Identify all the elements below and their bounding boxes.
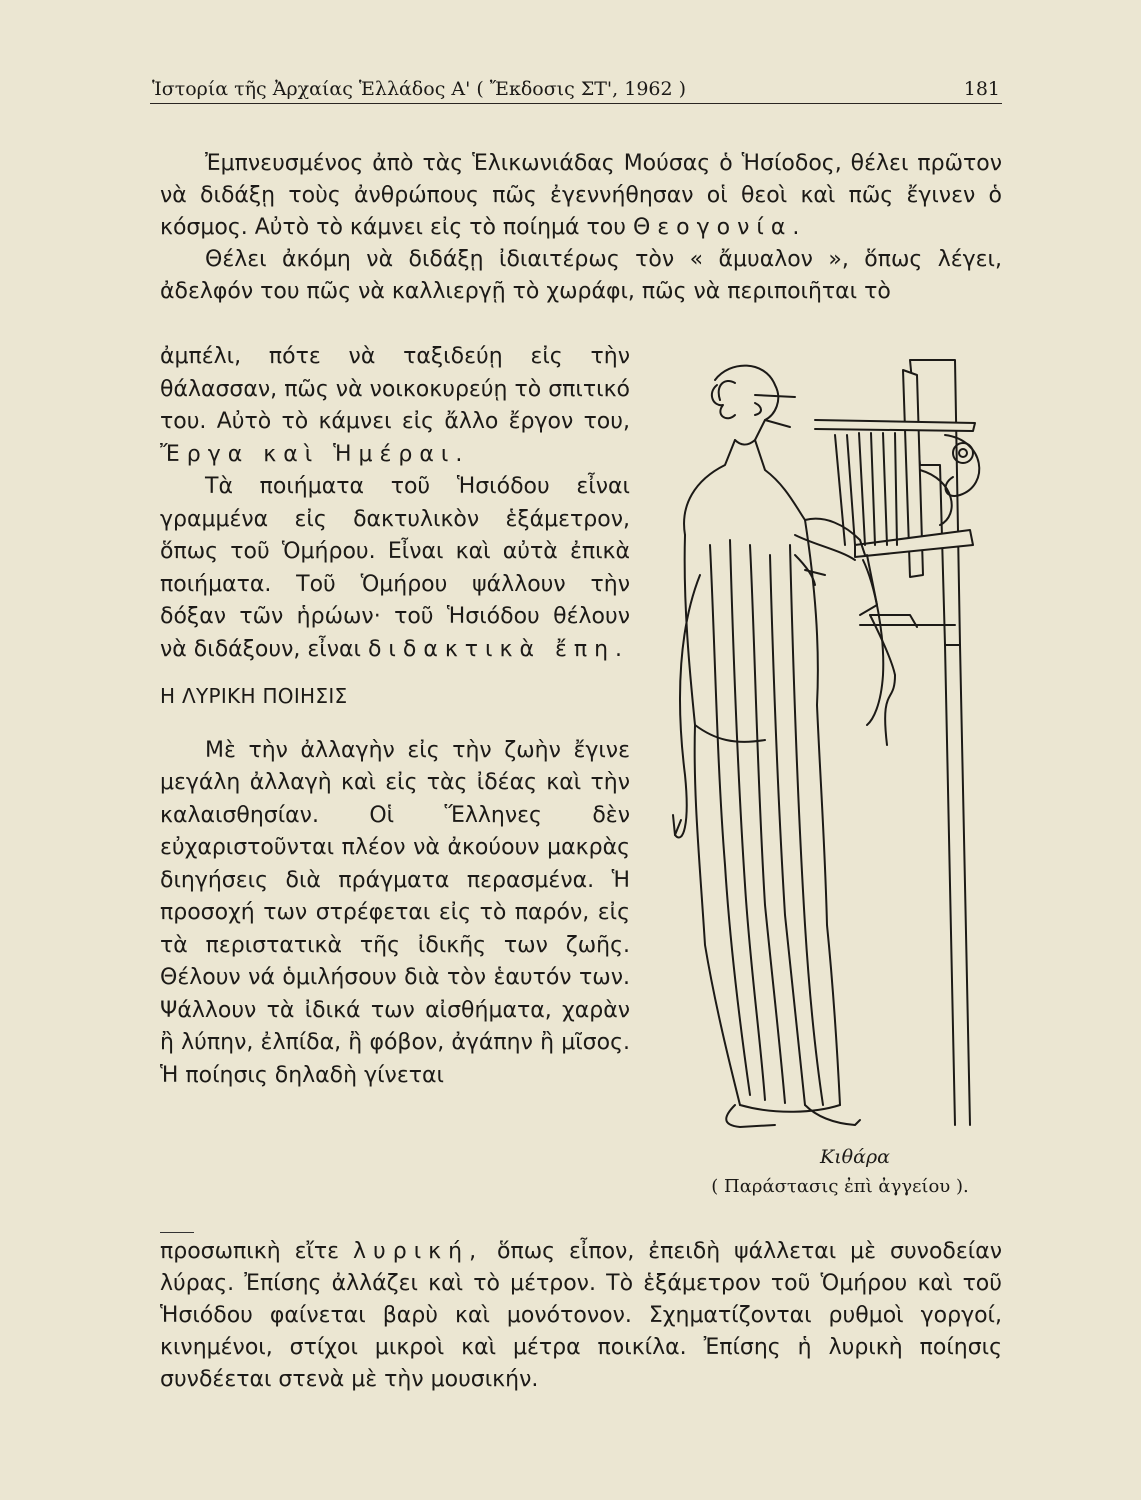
paragraph-2-continued: [160, 341, 630, 471]
bottom-rest: ὅπως εἶπον, ἐπειδὴ ψάλλεται μὲ συνοδείαν λύρας. Ἐπίσης ἀλλάζει καὶ τὸ μέτρον. Τὸ ἑξάμετρον τοῦ Ὁμήρου καὶ τοῦ Ἡσιόδου φαίνεται βαρὺ καὶ μονότονον. Σχηματίζονται ρυθμοὶ γοργοί, κινημένοι, στίχοι μικροὶ καὶ μέτρα ποικίλα. Ἐπίσης ἡ λυρικὴ ποίησις συνδέεται στενὰ μὲ τὴν μουσικήν.: [160, 1239, 1003, 1392]
bottom-prefix: προσωπικὴ εἴτε: [160, 1239, 340, 1264]
figure-caption: [680, 1146, 1000, 1197]
section-heading: Η ΛΥΡΙΚΗ ΠΟΙΗΣΙΣ: [160, 684, 348, 708]
paragraph-1-text: Ἐμπνευσμένος ἀπὸ τὰς Ἑλικωνιάδας Μούσας ὁ Ἡσίοδος, θέλει πρῶτον νὰ διδάξῃ τοὺς ἀνθρώπους πῶς ἐγεννήθησαν οἱ θεοὶ καὶ πῶς ἔγινεν ὁ κόσμος. Αὐτὸ τὸ κάμνει εἰς τὸ ποίημά του: [160, 151, 1002, 240]
paragraph-1: [160, 148, 1002, 244]
paragraph-4-continued: [160, 1236, 1002, 1396]
bottom-text-block: [160, 1236, 1002, 1396]
running-header: [152, 70, 1000, 100]
paragraph-3: [160, 471, 630, 666]
pencil-mark: [160, 1232, 194, 1233]
lyrike-word: λυρική,: [353, 1239, 484, 1264]
theogonia-title: Θεογονία.: [632, 215, 807, 240]
paragraph-2-start: Θέλει ἀκόμη νὰ διδάξῃ ἰδιαιτέρως τὸν « ἄμυαλον », ὅπως λέγει, ἀδελφόν του πῶς νὰ καλλιεργῇ τὸ χωράφι, πῶς νὰ περιποιῆται τὸ: [160, 247, 1002, 304]
didaktika-epe: διδακτικὰ ἔπη.: [367, 636, 630, 662]
erga-title: Ἔργα καὶ Ἡμέραι.: [160, 441, 470, 467]
narrow-text-column: [160, 341, 630, 1092]
kithara-illustration: [655, 345, 1000, 1135]
caption-subtitle: ( Παράστασις ἐπὶ ἀγγείου ).: [711, 1176, 969, 1197]
header-title: Ἱστορία τῆς Ἀρχαίας Ἑλλάδος Α' ( Ἔκδοσις ΣΤ', 1962 ): [152, 78, 687, 100]
page-number: 181: [963, 78, 1000, 100]
paragraph-4: Μὲ τὴν ἀλλαγὴν εἰς τὴν ζωὴν ἔγινε μεγάλη ἀλλαγὴ καὶ εἰς τὰς ἰδέας καὶ τὴν καλαισθησίαν. Οἱ Ἕλληνες δὲν εὐχαριστοῦνται πλέον νὰ ἀκούουν μακρὰς διηγήσεις διὰ πράγματα περασμένα. Ἡ προσοχή των στρέφεται εἰς τὸ παρόν, εἰς τὰ περιστατικὰ τῆς ἰδικῆς των ζωῆς. Θέλουν νά ὁμιλήσουν διὰ τὸν ἑαυτόν των. Ψάλλουν τὰ ἰδικά των αἰσθήματα, χαρὰν ἢ λύπην, ἐλπίδα, ἢ φόβον, ἀγάπην ἢ μῖσος. Ἡ ποίησις δηλαδὴ γίνεται: [160, 737, 630, 1088]
kithara-player-drawing: [655, 345, 1000, 1135]
paragraph-3-text: Τὰ ποιήματα τοῦ Ἡσιόδου εἶναι γραμμένα εἰς δακτυλικὸν ἑξάμετρον, ὅπως τοῦ Ὁμήρου. Εἶναι καὶ αὐτὰ ἐπικὰ ποιήματα. Τοῦ Ὁμήρου ψάλλουν τὴν δόξαν τῶν ἡρώων· τοῦ Ἡσιόδου θέλουν νὰ διδάξουν, εἶναι: [160, 474, 630, 662]
top-text-block: [160, 148, 1002, 308]
paragraph-2-rest: ἀμπέλι, πότε νὰ ταξιδεύῃ εἰς τὴν θάλασσαν, πῶς νὰ νοικοκυρεύῃ τὸ σπιτικό του. Αὐτὸ τὸ κάμνει εἰς ἄλλο ἔργον του,: [160, 344, 630, 434]
header-rule: [150, 103, 1002, 104]
caption-title: Κιθάρα: [820, 1146, 890, 1168]
